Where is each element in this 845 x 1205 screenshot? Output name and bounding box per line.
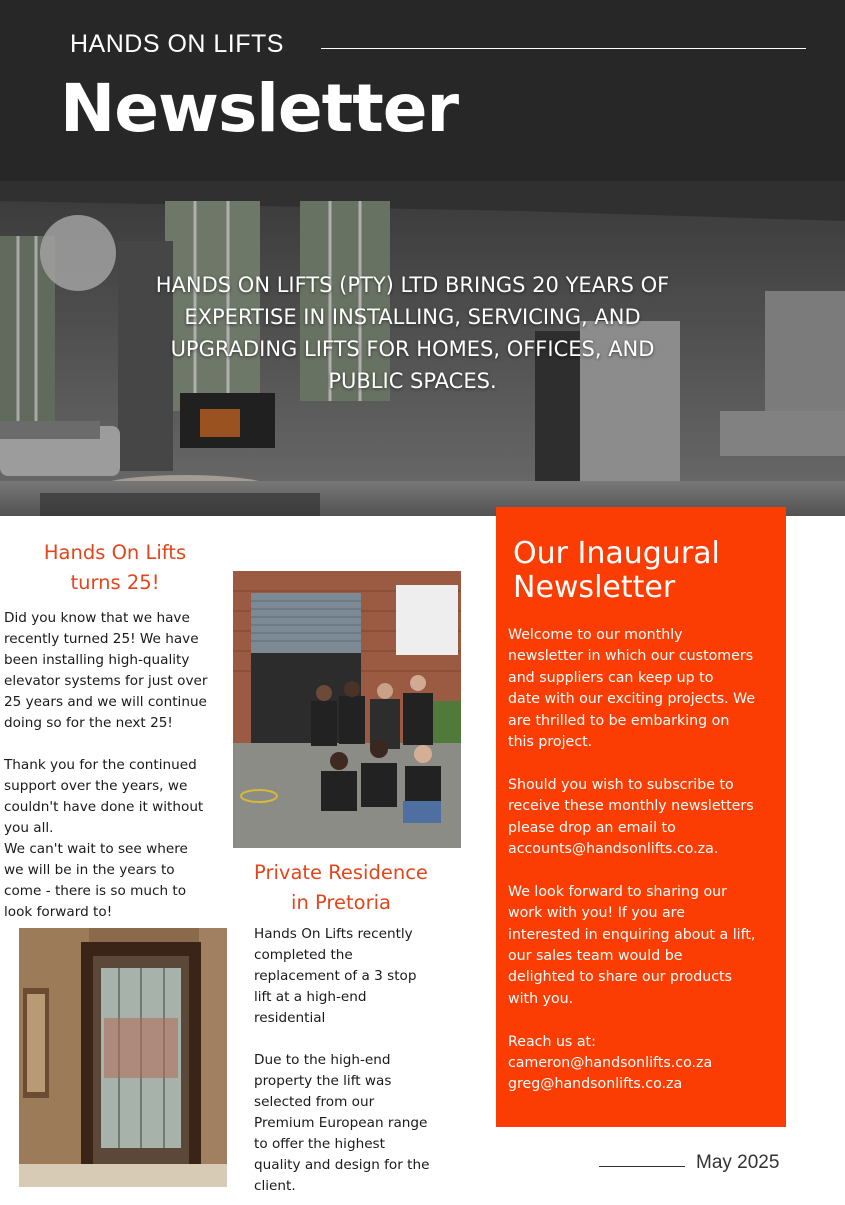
body-line: look forward to! [4,904,113,920]
tagline-line: UPGRADING LIFTS FOR HOMES, OFFICES, AND [170,337,655,361]
body-line: delighted to share our products [508,969,732,986]
issue-date: May 2025 [696,1152,780,1173]
body-line: interested in enquiring about a lift, [508,926,756,943]
body-line: Welcome to our monthly [508,627,683,643]
body-line: residential [254,1010,326,1026]
body-line: been installing high-quality [4,652,190,668]
body-line: recently turned 25! We have [4,631,199,647]
anniversary-heading [10,538,220,598]
team-photo [233,571,461,848]
body-line: Thank you for the continued [4,757,197,773]
body-line: client. [254,1178,296,1194]
body-line: Did you know that we have [4,610,190,626]
body-line: Should you wish to subscribe to [508,776,734,793]
heading-line: Newsletter [513,570,676,605]
body-line: We can't wait to see where [4,841,188,857]
body-line: completed the [254,947,353,963]
contact-label: Reach us at: [508,1033,596,1050]
cameron-email-link[interactable]: cameron@handsonlifts.co.za [508,1055,713,1072]
heading-line: Private Residence [254,861,428,884]
heading-line: in Pretoria [291,891,391,914]
body-line: receive these monthly newsletters [508,798,754,815]
body-line: Premium European range [254,1115,428,1131]
body-line: come - there is so much to [4,883,187,899]
body-line: work with you! If you are [508,905,685,922]
tagline-line: HANDS ON LIFTS (PTY) LTD BRINGS 20 YEARS OF [155,273,670,297]
greg-email-link[interactable]: greg@handsonlifts.co.za [508,1076,683,1093]
body-line: replacement of a 3 stop [254,968,417,984]
body-line: Due to the high-end [254,1052,391,1068]
body-line: you all. [4,820,54,836]
tagline-line: EXPERTISE IN INSTALLING, SERVICING, AND [184,305,641,329]
anniversary-body [4,608,228,923]
body-line: to offer the highest [254,1136,385,1152]
body-line: lift at a high-end [254,989,367,1005]
body-line: this project. [508,734,593,751]
residence-heading [232,858,450,918]
lift-photo [19,928,227,1187]
header-divider [321,48,806,49]
residence-body [254,924,454,1197]
heading-line: Our Inaugural [513,536,720,571]
hero-tagline [105,269,720,397]
body-line: and suppliers can keep up to [508,669,714,686]
accounts-email-link[interactable]: accounts@handsonlifts.co.za. [508,841,719,858]
brand-name: HANDS ON LIFTS [70,30,284,58]
body-line: are thrilled to be embarking on [508,712,730,729]
inaugural-panel [496,507,786,1127]
body-line: property the lift was [254,1073,392,1089]
body-line: date with our exciting projects. We [508,691,756,708]
body-line: doing so for the next 25! [4,715,173,731]
hero-banner [0,181,845,516]
inaugural-heading [513,537,720,605]
heading-line: turns 25! [70,571,160,594]
body-line: Hands On Lifts recently [254,926,413,942]
date-divider [599,1166,685,1167]
header-banner [0,0,845,181]
inaugural-body [508,625,755,1096]
body-line: we will be in the years to [4,862,175,878]
body-line: selected from our [254,1094,375,1110]
body-line: with you. [508,990,574,1007]
body-line: newsletter in which our customers [508,648,754,665]
body-line: quality and design for the [254,1157,430,1173]
body-line: We look forward to sharing our [508,883,727,900]
body-line: please drop an email to [508,819,676,836]
body-line: support over the years, we [4,778,188,794]
body-line: couldn't have done it without [4,799,204,815]
heading-line: Hands On Lifts [43,541,187,564]
body-line: elevator systems for just over [4,673,208,689]
body-line: our sales team would be [508,948,683,965]
newsletter-title: Newsletter [60,70,459,147]
body-line: 25 years and we will continue [4,694,207,710]
tagline-line: PUBLIC SPACES. [328,369,497,393]
